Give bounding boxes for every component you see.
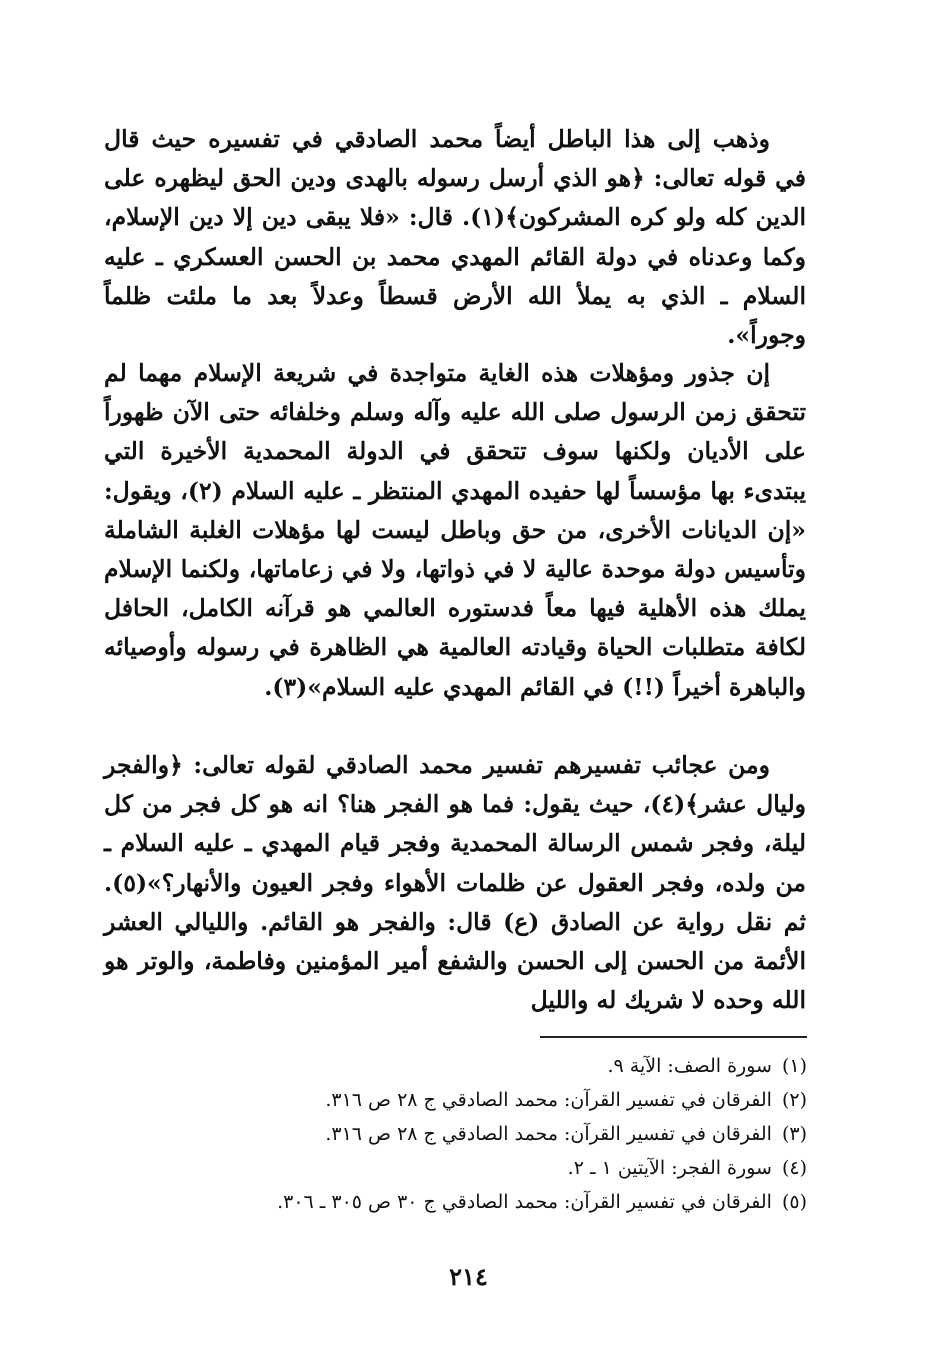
page-number: ٢١٤: [449, 1262, 488, 1291]
footnote-number: (٤): [781, 1157, 807, 1179]
paragraph-2: [104, 354, 806, 707]
footnote-1: [107, 1049, 807, 1083]
footnote-separator: [540, 1036, 807, 1038]
footnote-text: الفرقان في تفسير القرآن: محمد الصادقي ج ٢٨ ص ٣١٦.: [325, 1089, 772, 1111]
footnote-text: الفرقان في تفسير القرآن: محمد الصادقي ج ٢٨ ص ٣١٦.: [325, 1123, 772, 1145]
footnote-3: [107, 1117, 807, 1151]
paragraph-2-text: إن جذور ومؤهلات هذه الغاية متواجدة في شريعة الإسلام مهما لم تتحقق زمن الرسول صلى الله عليه وآله وسلم وخلفائه حتى الآن ظهوراً على الأديان ولكنها سوف تتحقق في الدولة المحمدية الأخيرة التي يبتدىء بها مؤسساً لها حفيده المهدي المنتظر ـ عليه السلام (٢)، ويقول: «إن الديانات الأخرى، من حق وباطل ليست لها مؤهلات الغلبة الشاملة وتأسيس دولة موحدة عالية لا في ذواتها، ولا في زعاماتها، ولكنما الإسلام يملك هذه الأهلية فيها معاً فدستوره العالمي هو قرآنه الكامل، الحافل لكافة متطلبات الحياة وقيادته العالمية هي الظاهرة في رسوله وأوصيائه والباهرة أخيراً (!!) في القائم المهدي عليه السلام»(٣).: [104, 359, 806, 701]
paragraph-1-text: وذهب إلى هذا الباطل أيضاً محمد الصادقي في تفسيره حيث قال في قوله تعالى: ﴿هو الذي أرسل رسوله بالهدى ودين الحق ليظهره على الدين كله ولو كره المشركون﴾(١). قال: «فلا يبقى دين إلا دين الإسلام، وكما وعدناه في دولة القائم المهدي محمد بن الحسن العسكري ـ عليه السلام ـ الذي به يملأ الله الأرض قسطاً وعدلاً بعد ما ملئت ظلماً وجوراً».: [104, 125, 807, 350]
paragraph-1: [104, 120, 806, 355]
paragraph-3-text: ومن عجائب تفسيرهم تفسير محمد الصادقي لقوله تعالى: ﴿والفجر وليال عشر﴾(٤)، حيث يقول: فما هو الفجر هنا؟ انه هو كل فجر من كل ليلة، وفجر شمس الرسالة المحمدية وفجر قيام المهدي ـ عليه السلام ـ من ولده، وفجر العقول عن ظلمات الأهواء وفجر العيون والأنهار؟»(٥). ثم نقل رواية عن الصادق (ع) قال: والفجر هو القائم. والليالي العشر الأئمة من الحسن إلى الحسن والشفع أمير المؤمنين وفاطمة، والوتر هو الله وحده لا شريك له والليل: [104, 751, 806, 1015]
footnote-number: (٢): [781, 1089, 807, 1111]
footnote-number: (٥): [781, 1191, 807, 1213]
footnote-number: (١): [781, 1055, 807, 1077]
footnote-text: سورة الصف: الآية ٩.: [607, 1055, 772, 1077]
footnote-5: [107, 1185, 807, 1219]
footnote-text: الفرقان في تفسير القرآن: محمد الصادقي ج ٣٠ ص ٣٠٥ ـ ٣٠٦.: [277, 1191, 772, 1213]
footnote-4: [107, 1151, 807, 1185]
footnotes-list: [107, 1049, 807, 1219]
paragraph-3: [104, 746, 806, 1020]
footnote-text: سورة الفجر: الآيتين ١ ـ ٢.: [567, 1157, 772, 1179]
footnote-2: [107, 1083, 807, 1117]
footnote-number: (٣): [781, 1123, 807, 1145]
